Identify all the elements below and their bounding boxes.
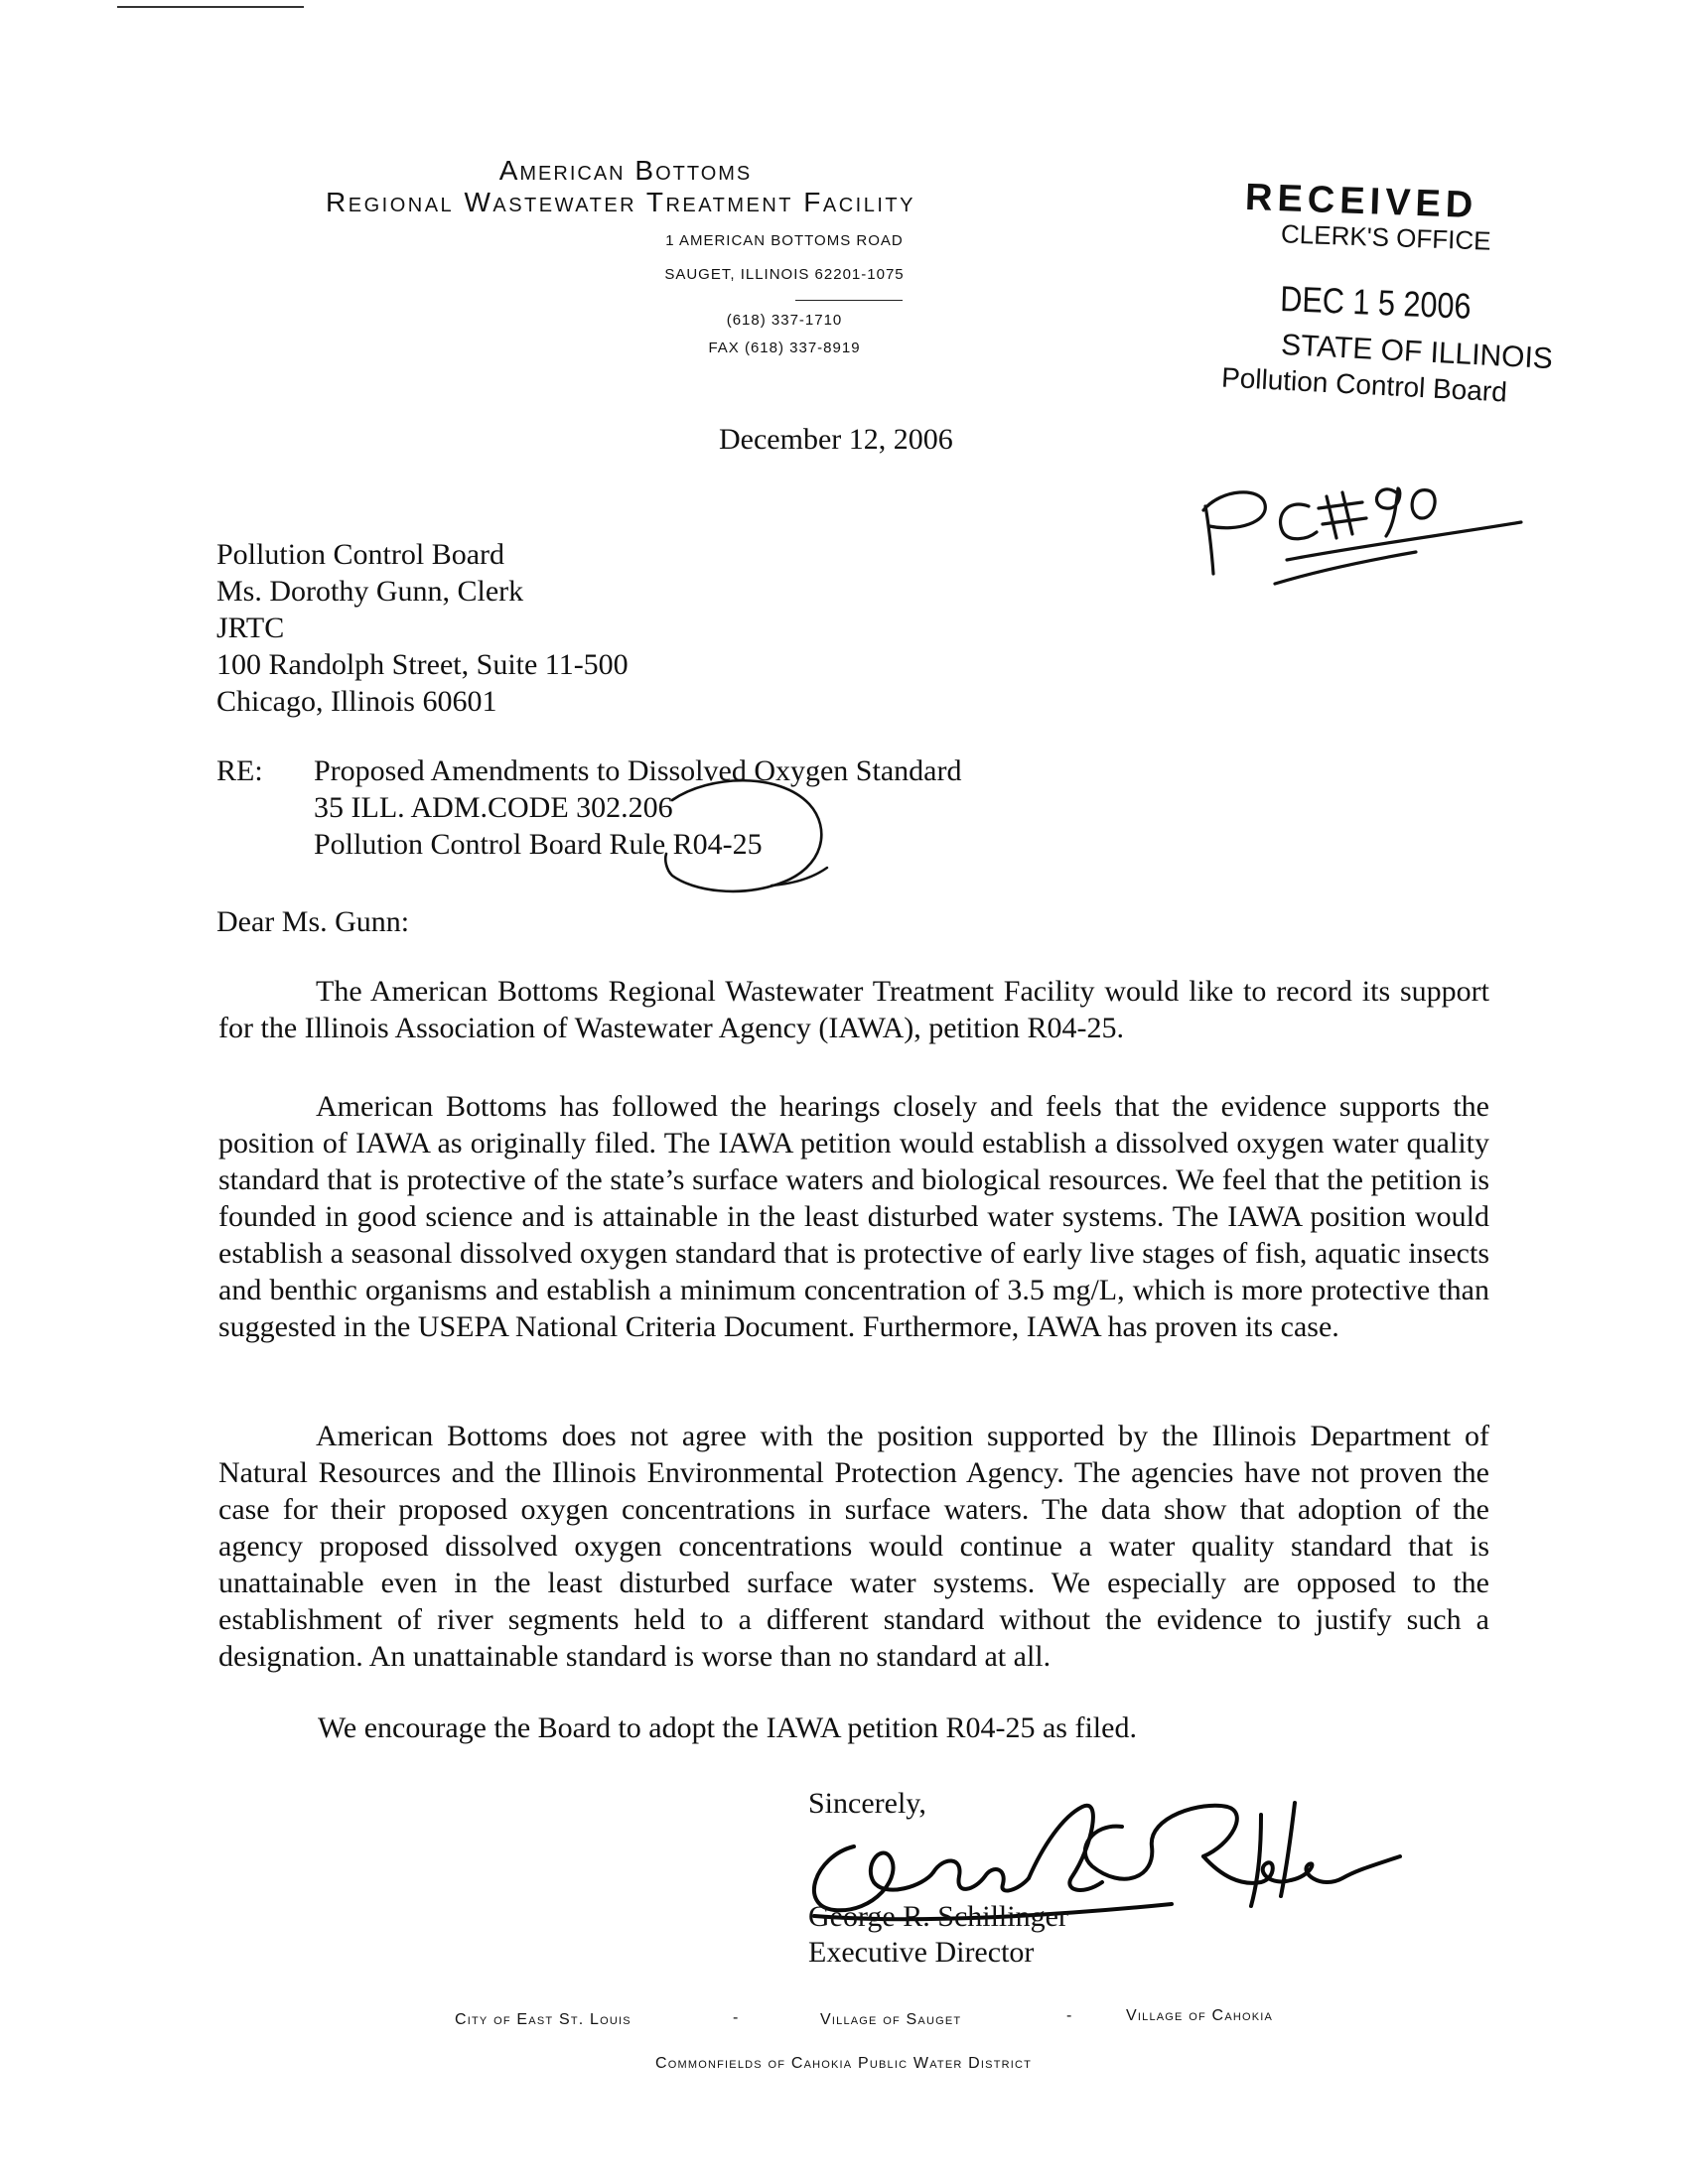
letterhead-fax: FAX (618) 337-8919 bbox=[708, 340, 861, 356]
handwritten-circle-mark bbox=[650, 764, 849, 913]
body-paragraph-4: We encourage the Board to adopt the IAWA petition R04-25 as filed. bbox=[318, 1711, 1137, 1744]
footer-village-cahokia: Village of Cahokia bbox=[1126, 2007, 1274, 2024]
letter-date: December 12, 2006 bbox=[719, 423, 953, 456]
footer-separator: - bbox=[733, 2009, 740, 2026]
handwritten-pc-number bbox=[1192, 467, 1529, 596]
scan-edge-rule bbox=[117, 6, 304, 8]
body-paragraph-3: American Bottoms does not agree with the position supported by the Illinois Department of Natural Resources and the Illinois Environmental Protection Agency. The agencies have not proven the case for their proposed oxygen concentrations in surface waters. The data show that adoption of the agency proposed dissolved oxygen concentrations would continue a water quality standard that is unattainable even in the least disturbed surface water systems. We especially are opposed to the establishment of river segments held to a different standard without the evidence to justify such a designation. An unattainable standard is worse than no standard at all. bbox=[218, 1420, 1489, 1673]
re-label: RE: bbox=[216, 754, 263, 787]
footer-separator: - bbox=[1066, 2007, 1073, 2024]
closing: Sincerely, bbox=[808, 1787, 926, 1820]
footer-village-sauget: Village of Sauget bbox=[820, 2011, 962, 2028]
recipient-line: JRTC bbox=[216, 612, 285, 644]
signer-name: George R. Schillinger bbox=[808, 1900, 1068, 1933]
letterhead-divider bbox=[795, 300, 903, 301]
recipient-line: Chicago, Illinois 60601 bbox=[216, 685, 497, 718]
re-line: 35 ILL. ADM.CODE 302.206 bbox=[314, 791, 673, 824]
body-paragraph-1: The American Bottoms Regional Wastewater Treatment Facility would like to record its support for the Illinois Association of Wastewater Agency (IAWA), petition R04-25. bbox=[218, 975, 1489, 1044]
letterhead-name: American Bottoms bbox=[498, 155, 753, 186]
body-paragraph-2: American Bottoms has followed the hearings closely and feels that the evidence supports the position of IAWA as originally filed. The IAWA petition would establish a dissolved oxygen water quality standard that is protective of the state’s surface waters and biological resources. We feel that the petition is founded in good science and is attainable in the least disturbed water systems. The IAWA position would establish a seasonal dissolved oxygen standard that is protective of early live stages of fish, aquatic insects and benthic organisms and establish a minimum concentration of 3.5 mg/L, which is more protective than suggested in the USEPA National Criteria Document. Furthermore, IAWA has proven its case. bbox=[218, 1090, 1489, 1343]
stamp-state: STATE OF ILLINOIS bbox=[1280, 328, 1554, 376]
stamp-clerks-office: CLERK'S OFFICE bbox=[1280, 218, 1492, 256]
letterhead-phone: (618) 337-1710 bbox=[726, 312, 843, 329]
recipient-line: 100 Randolph Street, Suite 11-500 bbox=[216, 648, 629, 681]
recipient-line: Ms. Dorothy Gunn, Clerk bbox=[216, 575, 524, 608]
re-line: Proposed Amendments to Dissolved Oxygen Standard bbox=[314, 754, 962, 787]
recipient-address bbox=[216, 536, 629, 720]
stamp-date: DEC 1 5 2006 bbox=[1279, 278, 1473, 327]
letterhead-address-line1: 1 AMERICAN BOTTOMS ROAD bbox=[665, 232, 904, 249]
salutation: Dear Ms. Gunn: bbox=[216, 905, 410, 938]
letterhead-subtitle: Regional Wastewater Treatment Facility bbox=[326, 187, 915, 217]
letterhead-address-line2: SAUGET, ILLINOIS 62201-1075 bbox=[664, 266, 905, 283]
stamp-board: Pollution Control Board bbox=[1220, 361, 1508, 408]
stamp-received: RECEIVED bbox=[1244, 176, 1478, 227]
signer-title: Executive Director bbox=[808, 1936, 1035, 1969]
re-line: Pollution Control Board Rule R04-25 bbox=[314, 828, 763, 861]
recipient-line: Pollution Control Board bbox=[216, 538, 505, 571]
footer-city-east-st-louis: City of East St. Louis bbox=[455, 2011, 632, 2028]
footer-water-district: Commonfields of Cahokia Public Water District bbox=[655, 2055, 1033, 2072]
re-subject bbox=[314, 752, 961, 863]
